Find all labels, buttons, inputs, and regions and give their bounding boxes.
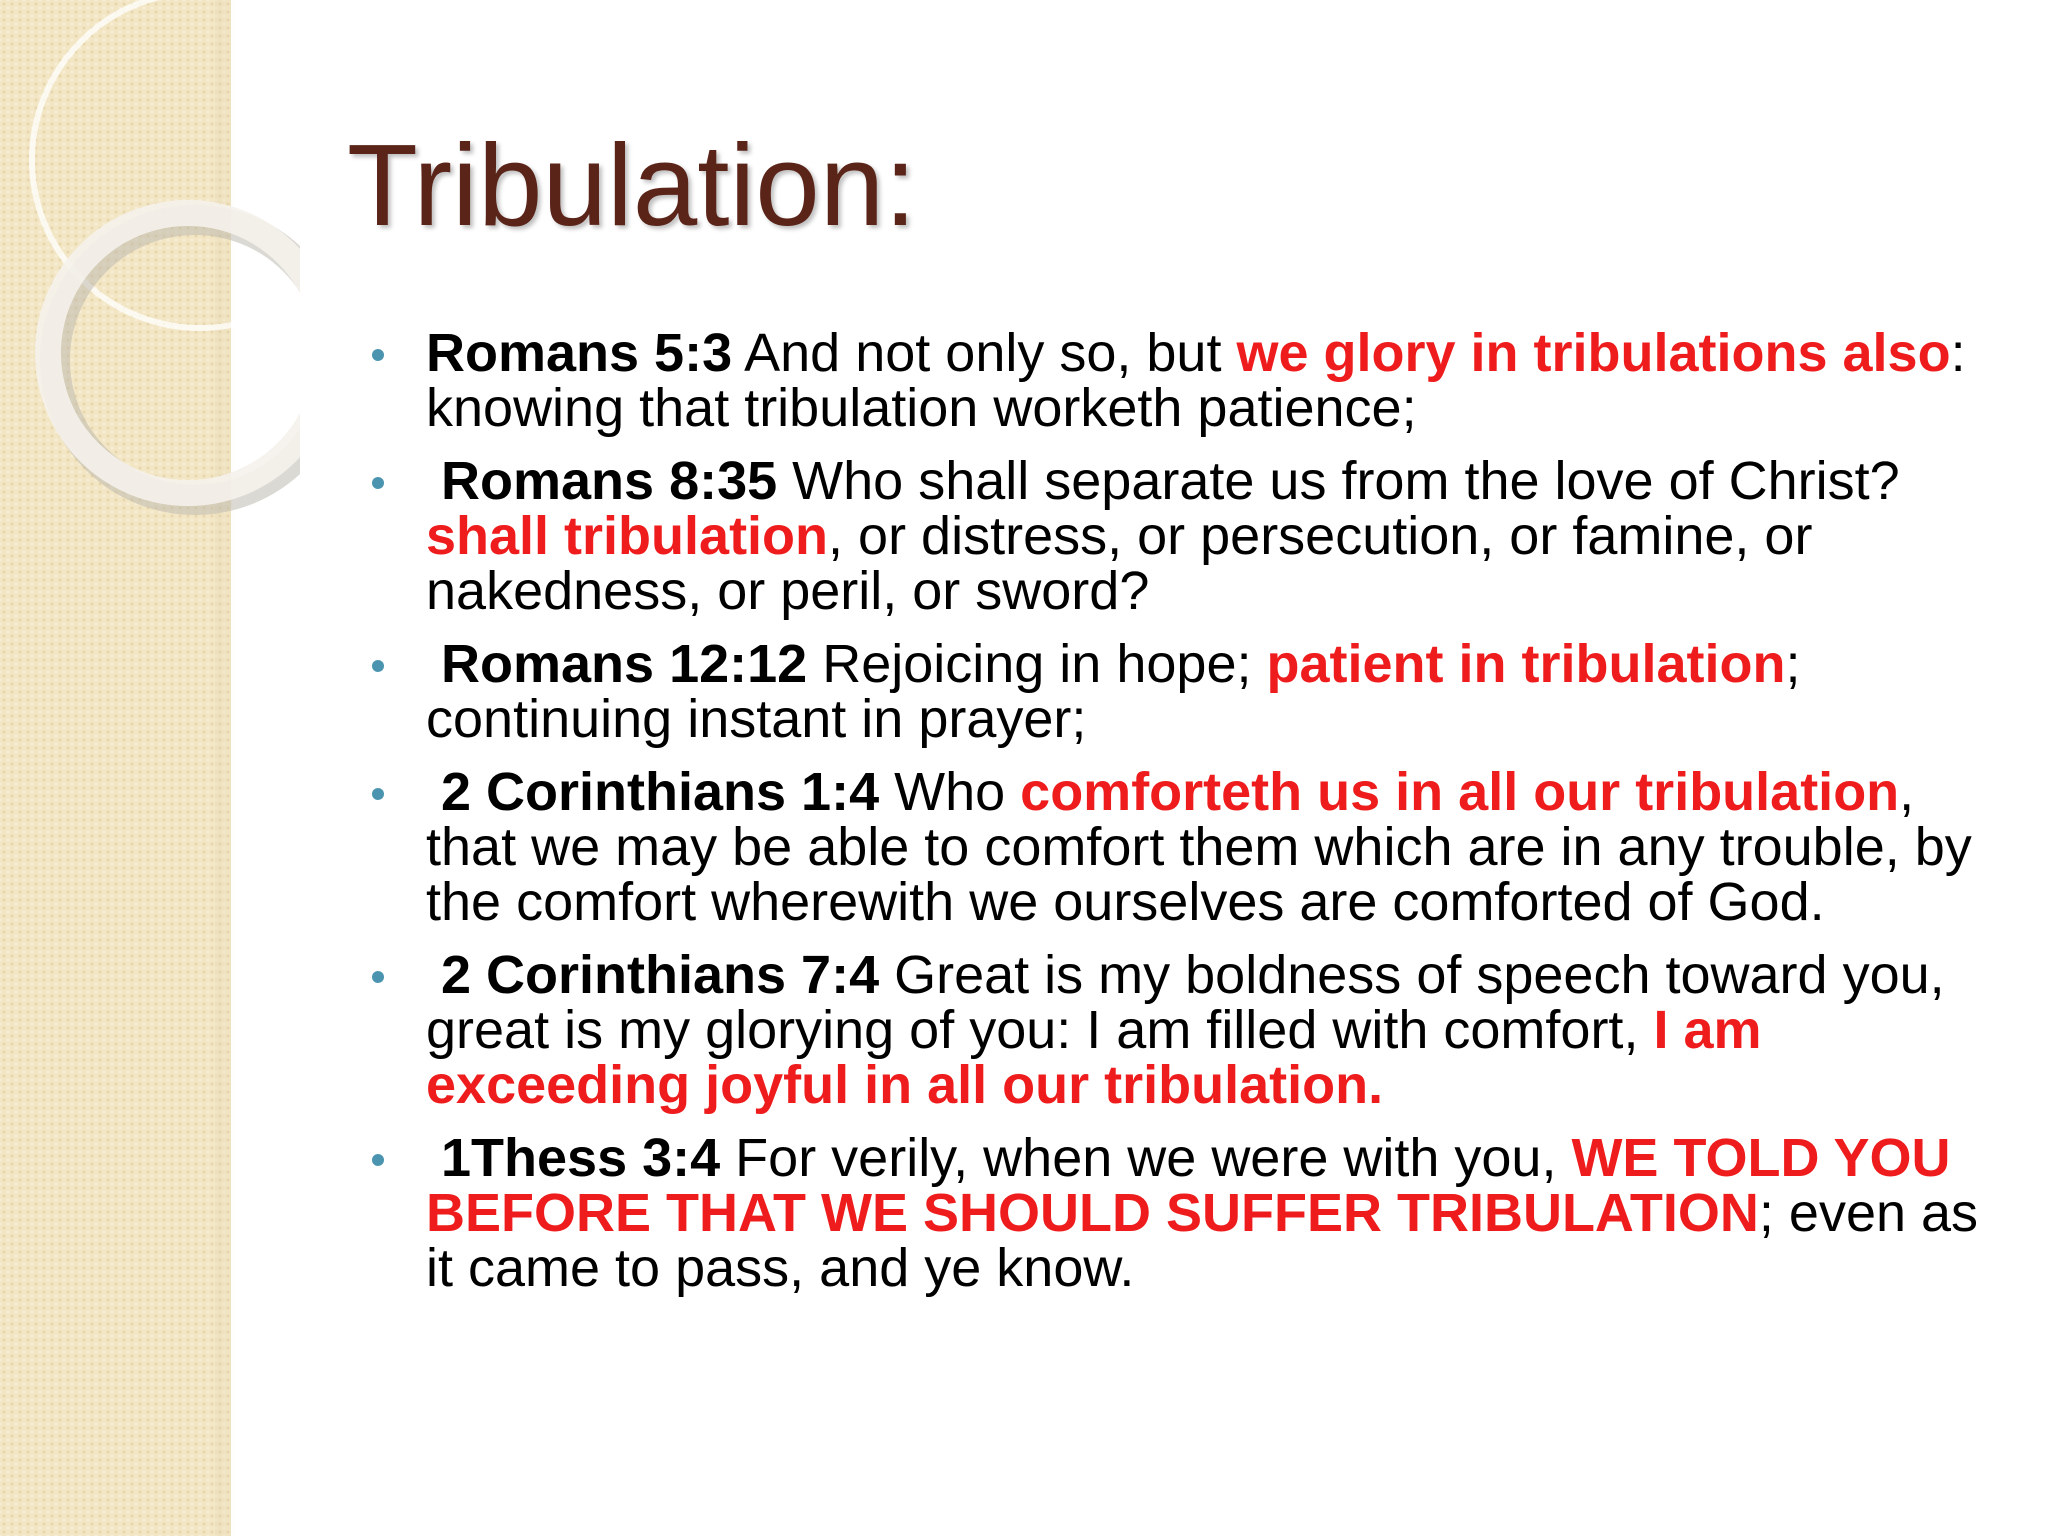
- verse-item: [372, 323, 2012, 438]
- verse-list: [372, 323, 2012, 1314]
- verse-reference: Romans 12:12: [441, 634, 808, 694]
- verse-item: [372, 945, 2012, 1115]
- verse-highlight: I am exceeding joyful in all our tribulation.: [426, 1000, 1762, 1115]
- verse-item: [372, 762, 2012, 932]
- verse-item: [372, 1128, 2012, 1298]
- verse-reference: 2 Corinthians 1:4: [441, 762, 880, 822]
- verse-reference: Romans 5:3: [426, 323, 733, 383]
- verse-reference: 2 Corinthians 7:4: [441, 945, 880, 1005]
- bullet-icon: [372, 971, 384, 983]
- decorative-rings: [0, 0, 300, 520]
- verse-reference: 1Thess 3:4: [441, 1128, 721, 1188]
- verse-text: Who shall separate us from the love of Christ?: [777, 451, 1900, 511]
- verse-item: [372, 451, 2012, 621]
- bullet-icon: [372, 660, 384, 672]
- verse-text: ; continuing instant in prayer;: [426, 634, 1801, 749]
- verse-highlight: patient in tribulation: [1266, 634, 1786, 694]
- verse-text: ; even as it came to pass, and ye know.: [426, 1183, 1979, 1298]
- verse-highlight: shall tribulation: [426, 506, 829, 566]
- thick-ring: [48, 213, 300, 493]
- verse-text: For verily, when we were with you,: [720, 1128, 1572, 1188]
- slide-title: Tribulation:: [347, 120, 917, 250]
- verse-item: [372, 634, 2012, 749]
- verse-highlight: comforteth us in all our tribulation: [1020, 762, 1900, 822]
- verse-text: Rejoicing in hope;: [807, 634, 1267, 694]
- bullet-icon: [372, 349, 384, 361]
- verse-lead-space: [426, 634, 441, 694]
- verse-lead-space: [426, 945, 441, 1005]
- verse-text: And not only so, but: [732, 323, 1237, 383]
- bullet-icon: [372, 788, 384, 800]
- verse-text: , or distress, or persecution, or famine, or nakedness, or peril, or sword?: [426, 506, 1813, 621]
- bullet-icon: [372, 477, 384, 489]
- verse-text: : knowing that tribulation worketh patience;: [426, 323, 1966, 438]
- verse-reference: Romans 8:35: [441, 451, 778, 511]
- verse-text: , that we may be able to comfort them which are in any trouble, by the comfort wherewith we ourselves are comforted of God.: [426, 762, 1972, 932]
- verse-highlight: we glory in tribulations also: [1236, 323, 1951, 383]
- verse-text: Who: [879, 762, 1021, 822]
- verse-highlight: WE TOLD YOU BEFORE THAT WE SHOULD SUFFER TRIBULATION: [426, 1128, 1951, 1243]
- verse-lead-space: [426, 1128, 441, 1188]
- verse-lead-space: [426, 451, 441, 511]
- verse-lead-space: [426, 762, 441, 822]
- bullet-icon: [372, 1154, 384, 1166]
- verse-text: Great is my boldness of speech toward you, great is my glorying of you: I am filled with comfort,: [426, 945, 1945, 1060]
